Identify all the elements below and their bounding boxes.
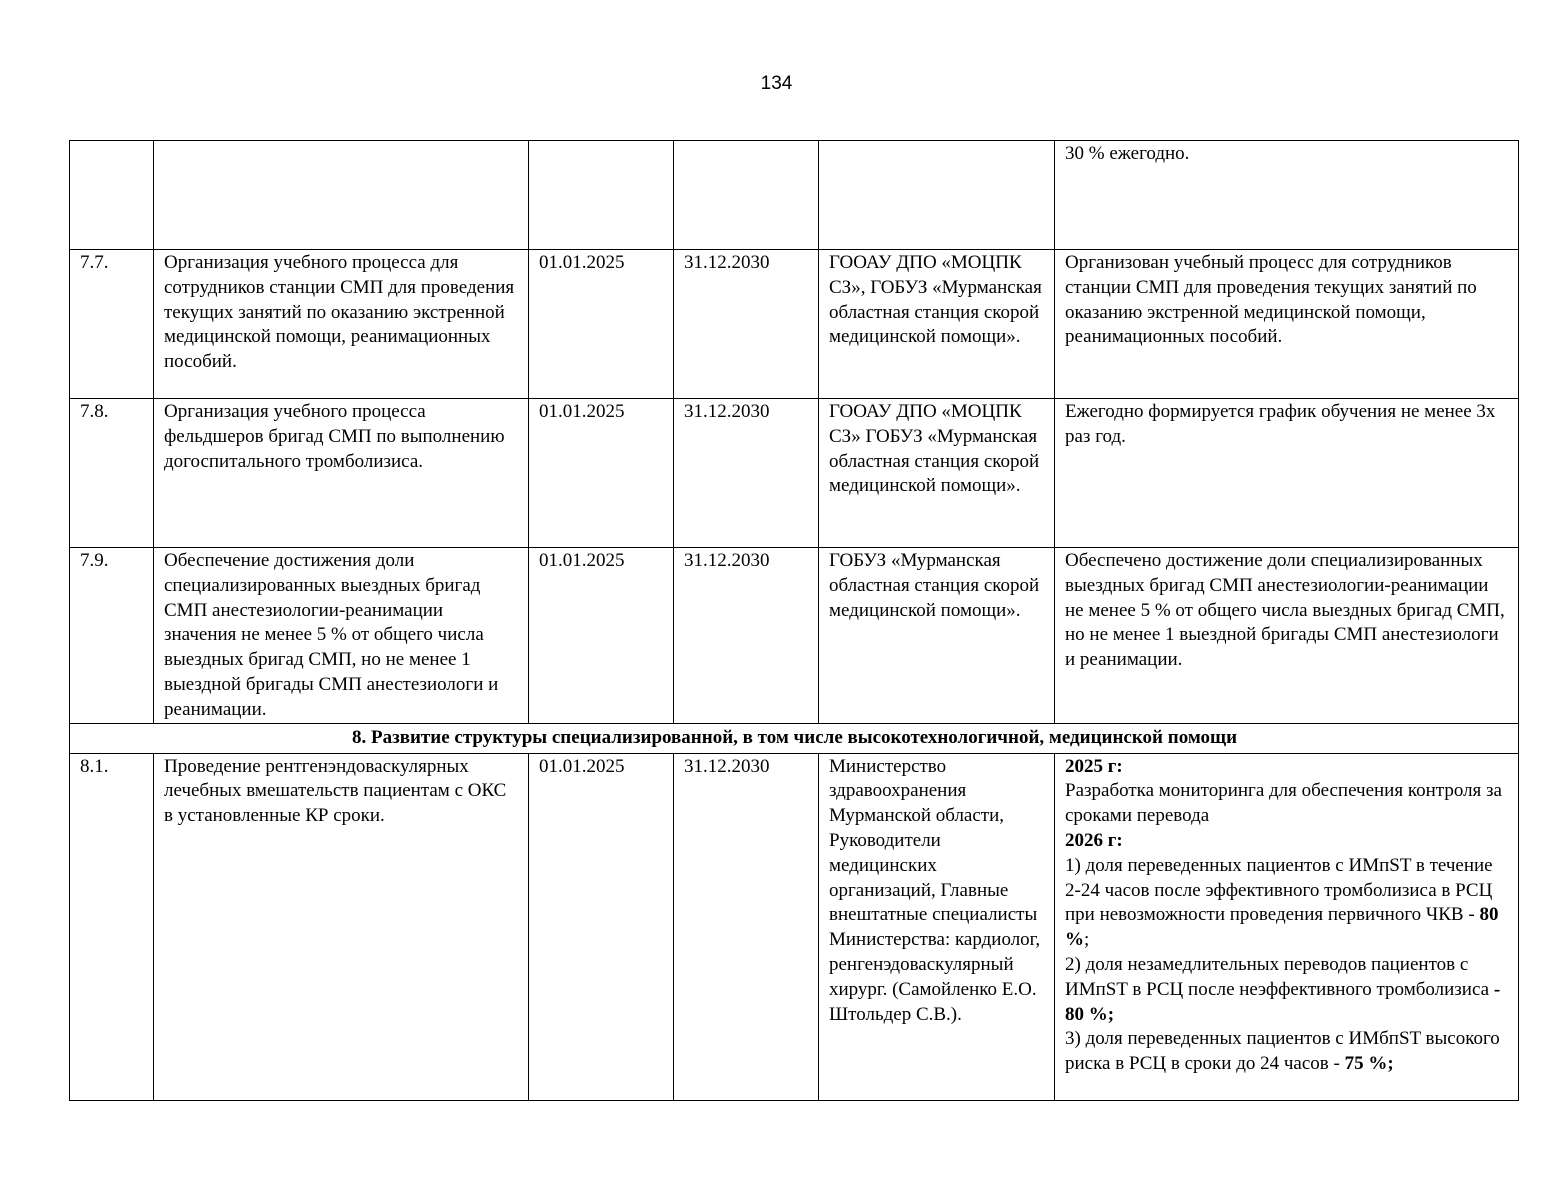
cell-start-date: 01.01.2025 — [529, 399, 674, 548]
cell-start-date: 01.01.2025 — [529, 753, 674, 1100]
cell-number: 7.9. — [70, 548, 154, 724]
cell-responsible: ГОБУЗ «Мурманская областная станция скорой медицинской помощи». — [819, 548, 1055, 724]
table-row — [70, 548, 1519, 724]
cell-start-date: 01.01.2025 — [529, 250, 674, 399]
cell-responsible: ГООАУ ДПО «МОЦПК СЗ» ГОБУЗ «Мурманская областная станция скорой медицинской помощи». — [819, 399, 1055, 548]
cell-number: 8.1. — [70, 753, 154, 1100]
cell-responsible: ГООАУ ДПО «МОЦПК СЗ», ГОБУЗ «Мурманская областная станция скорой медицинской помощи». — [819, 250, 1055, 399]
section-heading-row — [70, 723, 1519, 753]
cell-start-date — [529, 141, 674, 250]
target-item-2-value: - 80 %; — [1065, 978, 1501, 1025]
cell-responsible: Министерство здравоохранения Мурманской области, Руководители медицинских организаций, Главные внештатные специалисты Министерства: кардиолог, ренгенэдоваскулярный хирург. (Самойленко Е.О. Штольдер С.В.). — [819, 753, 1055, 1100]
cell-end-date — [674, 141, 819, 250]
target-item-2-text: 2) доля незамедлительных переводов пациентов с ИМпST в РСЦ после неэффективного тромболизиса — [1065, 953, 1494, 1000]
table-row — [70, 399, 1519, 548]
year-2025-label: 2025 г: — [1065, 755, 1123, 777]
cell-end-date: 31.12.2030 — [674, 548, 819, 724]
cell-activity: Организация учебного процесса для сотрудников станции СМП для проведения текущих занятий по оказанию экстренной медицинской помощи, реанимационных пособий. — [154, 250, 529, 399]
table-row — [70, 753, 1519, 1100]
cell-activity: Проведение рентгенэндоваскулярных лечебных вмешательств пациентам с ОКС в установленные КР сроки. — [154, 753, 529, 1100]
page-number: 134 — [760, 73, 793, 94]
cell-activity: Организация учебного процесса фельдшеров бригад СМП по выполнению догоспитального тромболизиса. — [154, 399, 529, 548]
cell-result: 30 % ежегодно. — [1055, 141, 1519, 250]
cell-start-date: 01.01.2025 — [529, 548, 674, 724]
year-2026-label: 2026 г: — [1065, 829, 1123, 851]
cell-result — [1055, 753, 1519, 1100]
table-row — [70, 250, 1519, 399]
cell-number: 7.7. — [70, 250, 154, 399]
target-item-3-value: 75 %; — [1344, 1053, 1394, 1075]
cell-activity — [154, 141, 529, 250]
cell-responsible — [819, 141, 1055, 250]
target-item-1-text: 1) доля переведенных пациентов с ИМпST в течение 2-24 часов после эффективного тромболизиса в РСЦ при невозможности проведения первичного ЧКВ - — [1065, 854, 1493, 926]
cell-result: Организован учебный процесс для сотрудников станции СМП для проведения текущих занятий по оказанию экстренной медицинской помощи, реанимационных пособий. — [1055, 250, 1519, 399]
cell-number: 7.8. — [70, 399, 154, 548]
cell-result: Ежегодно формируется график обучения не менее 3х раз год. — [1055, 399, 1519, 548]
target-item-1-end: ; — [1084, 929, 1090, 951]
cell-number — [70, 141, 154, 250]
target-item-3 — [1065, 1027, 1509, 1077]
table-row-continuation — [70, 141, 1519, 250]
cell-end-date: 31.12.2030 — [674, 250, 819, 399]
action-plan-table — [69, 140, 1519, 1101]
target-item-1-value: 80 % — [1065, 904, 1499, 951]
cell-end-date: 31.12.2030 — [674, 753, 819, 1100]
target-item-1 — [1065, 854, 1509, 953]
target-item-2 — [1065, 953, 1509, 1027]
year-2025-text: Разработка мониторинга для обеспечения контроля за сроками перевода — [1065, 780, 1502, 827]
cell-end-date: 31.12.2030 — [674, 399, 819, 548]
section-heading: 8. Развитие структуры специализированной, в том числе высокотехнологичной, медицинской помощи — [70, 723, 1519, 753]
cell-result: Обеспечено достижение доли специализированных выездных бригад СМП анестезиологии-реанимации не менее 5 % от общего числа выездных бригад СМП, но не менее 1 выездной бригады СМП анестезиологи и реанимации. — [1055, 548, 1519, 724]
cell-activity: Обеспечение достижения доли специализированных выездных бригад СМП анестезиологии-реанимации значения не менее 5 % от общего числа выездных бригад СМП, но не менее 1 выездной бригады СМП анестезиологи и реанимации. — [154, 548, 529, 724]
target-item-3-text: 3) доля переведенных пациентов с ИМбпST высокого риска в РСЦ в сроки до 24 часов - — [1065, 1028, 1500, 1075]
